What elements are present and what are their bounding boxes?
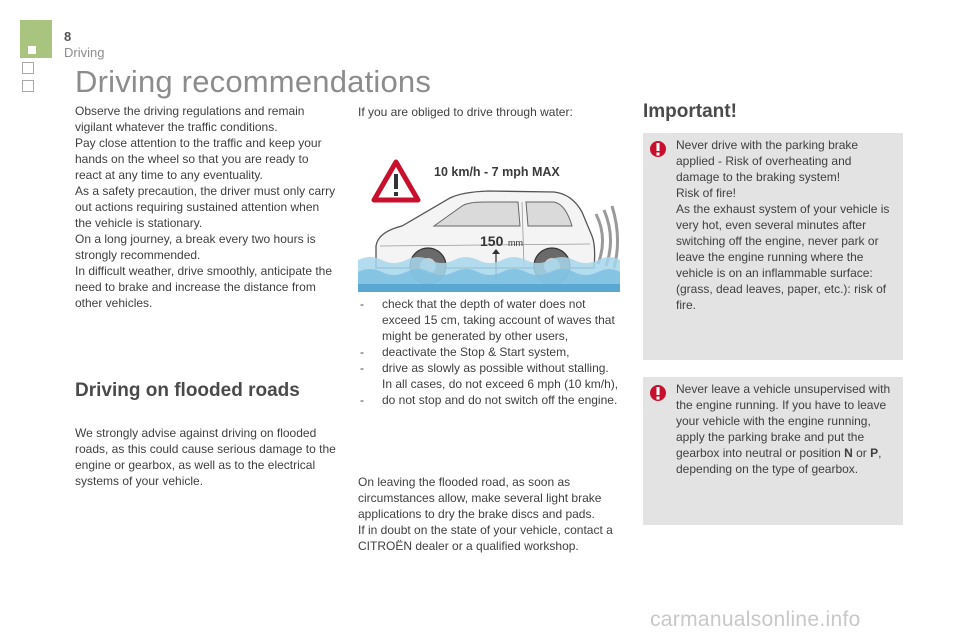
leaving-paragraph: On leaving the flooded road, as soon as circumstances allow, make several light brake applications to dry the brake discs and pads.: [358, 475, 602, 521]
warning-paragraph: Risk of fire!: [676, 186, 737, 200]
leaving-flood-text: [358, 474, 620, 554]
chapter-tab-marker: [28, 46, 36, 54]
warning-paragraph: [676, 381, 891, 477]
intro-paragraph: In difficult weather, drive smoothly, anticipate the need to brake and increase the distance from other vehicles.: [75, 264, 333, 310]
gear-n-label: N: [844, 446, 853, 460]
water-intro-text: [358, 104, 620, 120]
warning-paragraph: As the exhaust system of your vehicle is very hot, even several minutes after switching off the engine, never park or leave the engine running where the vehicle is on an inflammable surface: (grass, dead leaves, paper, etc.): risk of fire.: [676, 202, 890, 312]
water-instructions-list: [358, 296, 620, 408]
flooded-roads-paragraph: We strongly advise against driving on flooded roads, as this could cause serious damage to the engine or gearbox, as well as to the electrical systems of your vehicle.: [75, 426, 336, 488]
section-label: Driving: [64, 45, 105, 60]
page-number: 8: [64, 29, 72, 44]
intro-text: [75, 103, 337, 311]
flooded-roads-heading: Driving on flooded roads: [75, 380, 300, 401]
list-item: - check that the depth of water does not exceed 15 cm, taking account of waves that might be generated by other users,: [358, 296, 620, 344]
warning-text: , depending on the type of gearbox.: [676, 446, 882, 476]
intro-paragraph: Pay close attention to the traffic and keep your hands on the wheel so that you are ready to react at any time to any eventuality.: [75, 136, 322, 182]
watermark: carmanualsonline.info: [650, 608, 861, 631]
speed-limit-label: 10 km/h - 7 mph MAX: [434, 165, 560, 179]
exclamation-icon: [649, 383, 667, 403]
intro-paragraph: As a safety precaution, the driver must only carry out actions requiring sustained attention when the vehicle is stationary.: [75, 184, 336, 230]
depth-value: 150: [480, 233, 504, 249]
gear-p-label: P: [870, 446, 879, 460]
depth-unit: mm: [508, 238, 523, 248]
page-title: Driving recommendations: [75, 64, 432, 99]
warning-text: Never leave a vehicle unsupervised with the engine running. If you have to leave your vehicle with the engine running, apply the parking brake and put the gearbox into neutral or position: [676, 382, 891, 460]
flooded-roads-text: [75, 425, 337, 489]
chapter-tab[interactable]: [22, 80, 34, 92]
leaving-paragraph: If in doubt on the state of your vehicle, contact a CITROËN dealer or a qualified workshop.: [358, 523, 613, 553]
warning-box-unsupervised: [643, 377, 903, 525]
intro-paragraph: On a long journey, a break every two hours is strongly recommended.: [75, 232, 316, 262]
water-intro-paragraph: If you are obliged to drive through water:: [358, 105, 573, 119]
important-heading: Important!: [643, 101, 737, 122]
intro-paragraph: Observe the driving regulations and remain vigilant whatever the traffic conditions.: [75, 104, 305, 134]
list-item: - do not stop and do not switch off the engine.: [358, 392, 620, 408]
chapter-tab[interactable]: [22, 62, 34, 74]
warning-triangle-icon: [374, 162, 418, 200]
warning-paragraph: Never drive with the parking brake applied - Risk of overheating and damage to the braking system!: [676, 138, 859, 184]
list-item: - deactivate the Stop & Start system,: [358, 344, 620, 360]
warning-box-parking-brake: [643, 133, 903, 360]
list-item: - drive as slowly as possible without stalling. In all cases, do not exceed 6 mph (10 km/h),: [358, 360, 620, 392]
chapter-tab-active[interactable]: [20, 20, 52, 58]
exclamation-icon: [649, 139, 667, 159]
warning-text: or: [852, 446, 871, 460]
flooded-road-illustration: [358, 150, 620, 292]
